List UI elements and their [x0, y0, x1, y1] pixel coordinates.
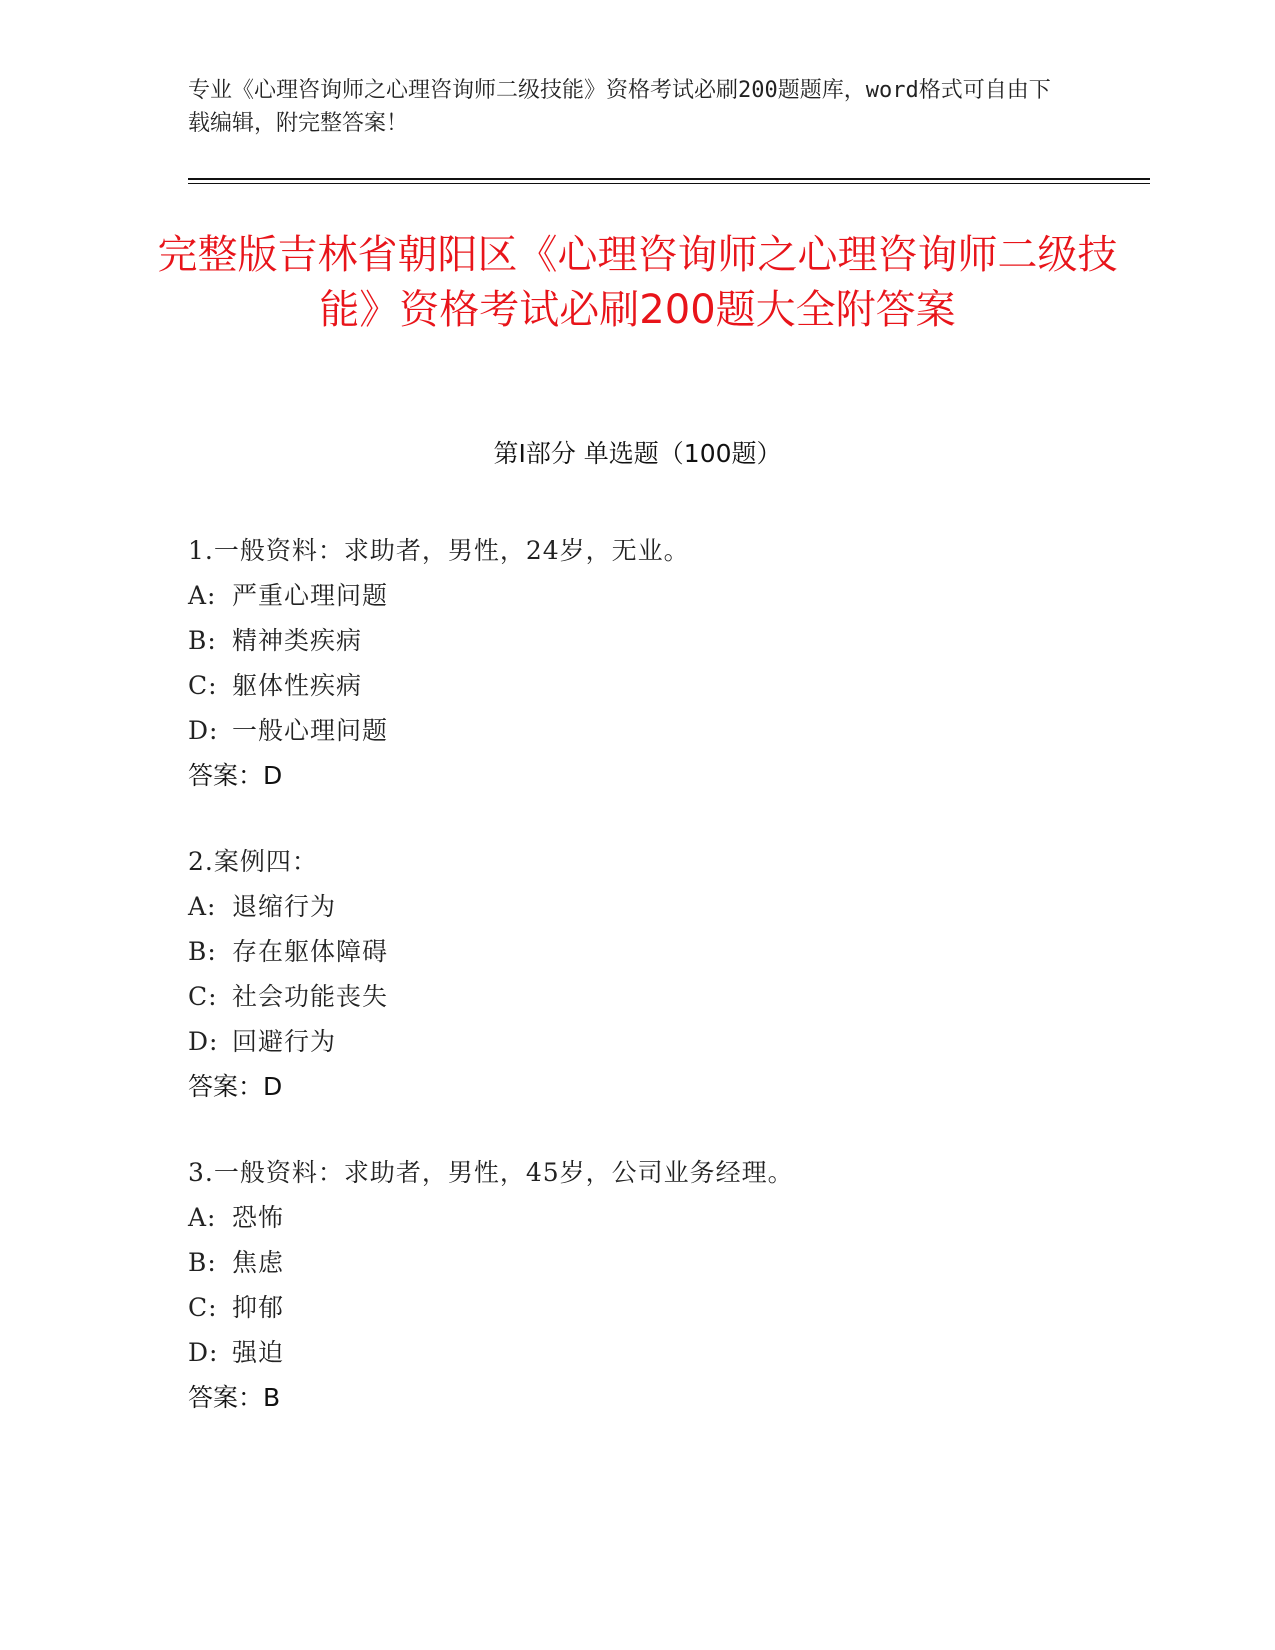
option-c	[188, 663, 1148, 708]
option-letter: B:	[188, 937, 217, 966]
option-letter: A:	[188, 892, 217, 921]
header-divider-thick	[188, 178, 1150, 180]
option-text: 一般心理问题	[232, 716, 389, 745]
question-stem: 3.一般资料：求助者，男性，45岁，公司业务经理。	[188, 1158, 794, 1187]
option-a	[188, 1195, 1148, 1240]
option-letter: B:	[188, 1248, 217, 1277]
option-b	[188, 1240, 1148, 1285]
option-letter: C:	[188, 1293, 218, 1322]
answer: 答案：B	[188, 1383, 281, 1412]
option-text: 严重心理问题	[232, 581, 389, 610]
option-letter: D:	[188, 716, 219, 745]
option-a	[188, 573, 1148, 618]
option-text: 精神类疾病	[232, 626, 363, 655]
option-d	[188, 1330, 1148, 1375]
option-d	[188, 1019, 1148, 1064]
question-stem: 1.一般资料：求助者，男性，24岁，无业。	[188, 536, 690, 565]
option-text: 恐怖	[232, 1203, 285, 1232]
option-text: 存在躯体障碍	[232, 937, 389, 966]
section-heading: 第Ⅰ部分 单选题（100题）	[493, 439, 782, 468]
option-c	[188, 974, 1148, 1019]
question-stem: 2.案例四：	[188, 847, 318, 876]
option-d	[188, 708, 1148, 753]
answer: 答案：D	[188, 761, 283, 790]
document-title: 完整版吉林省朝阳区《心理咨询师之心理咨询师二级技能》资格考试必刷200题大全附答案	[157, 232, 1118, 333]
option-c	[188, 1285, 1148, 1330]
option-letter: C:	[188, 982, 218, 1011]
option-text: 退缩行为	[232, 892, 337, 921]
option-text: 强迫	[232, 1338, 285, 1367]
header-divider-thin	[188, 183, 1150, 184]
option-letter: B:	[188, 626, 217, 655]
option-text: 躯体性疾病	[232, 671, 363, 700]
option-letter: D:	[188, 1338, 219, 1367]
option-text: 回避行为	[232, 1027, 337, 1056]
question-3	[188, 1150, 1148, 1420]
option-text: 焦虑	[232, 1248, 285, 1277]
question-1	[188, 528, 1148, 798]
question-list	[188, 528, 1148, 1461]
option-text: 社会功能丧失	[232, 982, 389, 1011]
option-letter: A:	[188, 1203, 217, 1232]
answer: 答案：D	[188, 1072, 283, 1101]
option-b	[188, 929, 1148, 974]
option-text: 抑郁	[232, 1293, 285, 1322]
question-2	[188, 839, 1148, 1109]
option-a	[188, 884, 1148, 929]
option-letter: A:	[188, 581, 217, 610]
option-letter: D:	[188, 1027, 219, 1056]
header-note: 专业《心理咨询师之心理咨询师二级技能》资格考试必刷200题题库，word格式可自由下载编辑，附完整答案！	[188, 78, 1051, 136]
option-b	[188, 618, 1148, 663]
option-letter: C:	[188, 671, 218, 700]
